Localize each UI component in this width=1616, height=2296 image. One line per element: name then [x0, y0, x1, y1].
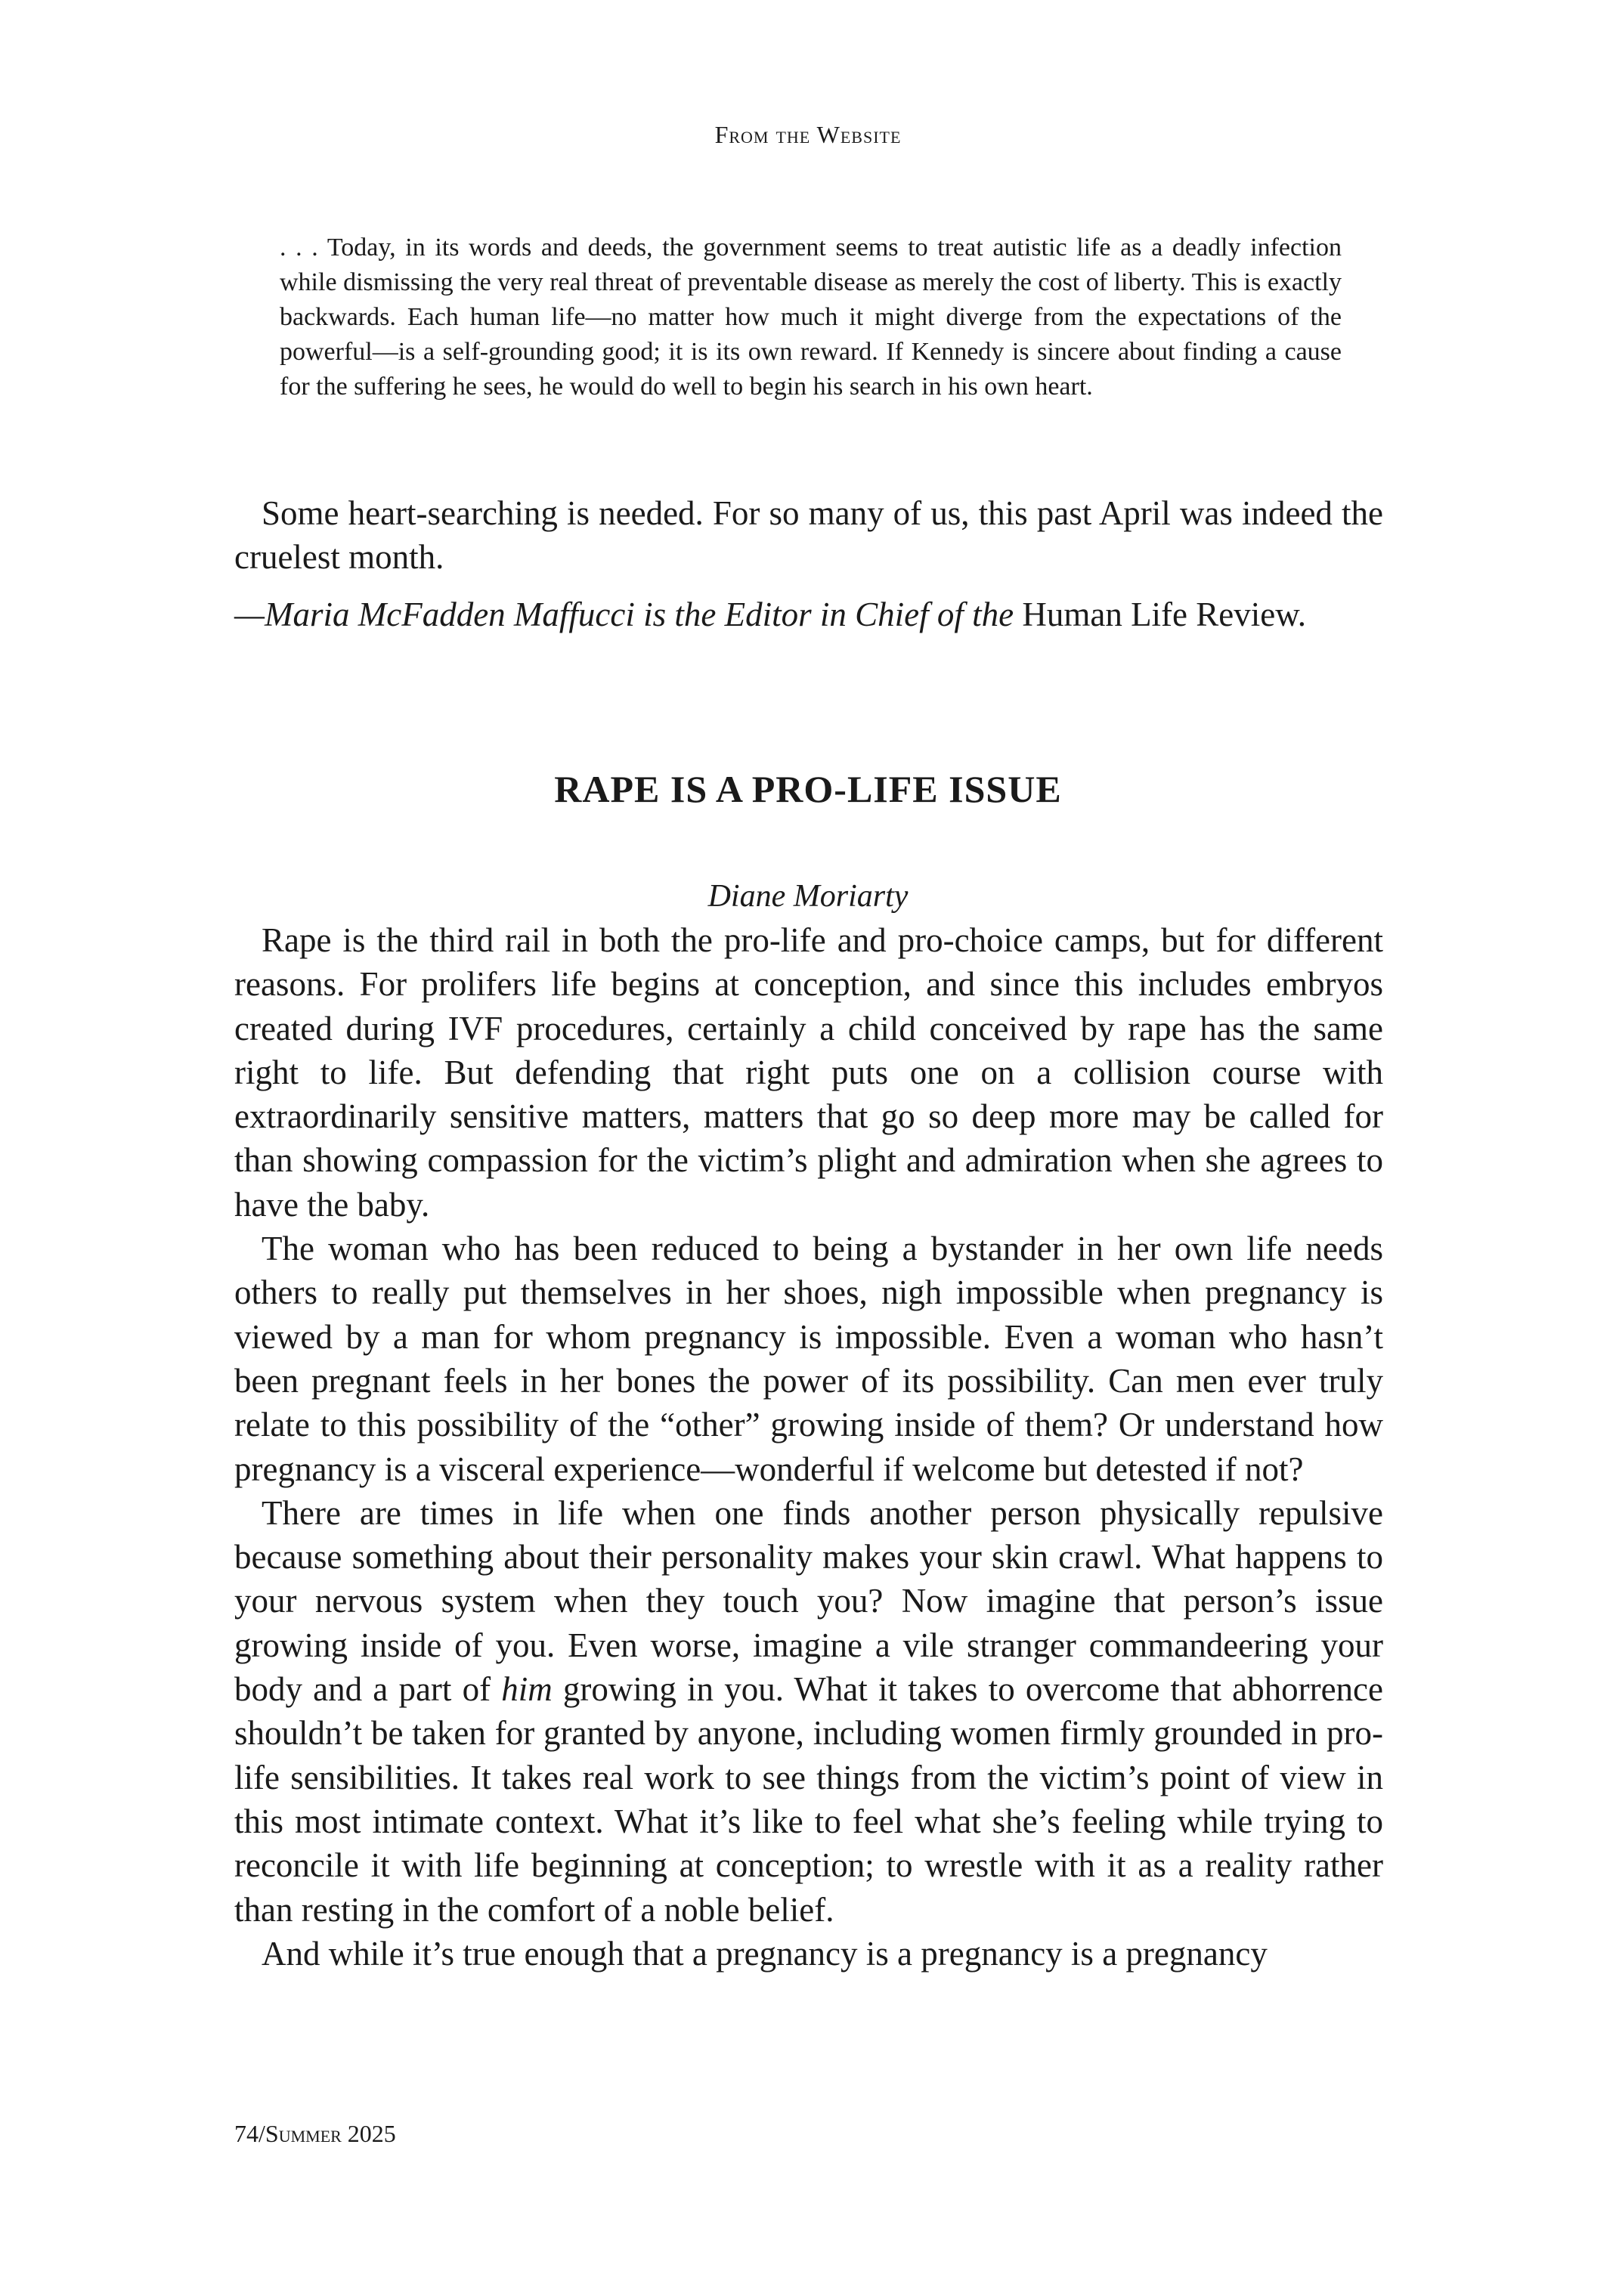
article-body	[234, 918, 1383, 1976]
article-author: Diane Moriarty	[707, 879, 909, 914]
article-paragraph-4: And while it’s true enough that a pregnancy is a pregnancy is a pregnancy	[262, 1934, 1268, 1973]
closing-section	[234, 491, 1383, 650]
article-title: RAPE IS A PRO-LIFE ISSUE	[554, 768, 1062, 810]
running-head: From the Website	[714, 121, 902, 148]
closing-paragraph: Some heart-searching is needed. For so many of us, this past April was indeed the cruelest month.	[234, 494, 1383, 576]
article-paragraph-3-a: There are times in life when one finds another person physically repulsive because something about their personality makes your skin crawl. What happens to your nervous system when they touch you? Now imagine that person’s issue growing inside of you. Even worse, imagine a vile stranger commandeering your body and a part of	[234, 1493, 1383, 1709]
editor-byline	[234, 593, 1383, 636]
block-quote: . . . Today, in its words and deeds, the government seems to treat autistic life as a deadly infection while dismissing the very real threat of preventable disease as merely the cost of liberty. This is exactly backwards. Each human life—no matter how much it might diverge from the expectations of the powerful—is a self-grounding good; it is its own reward. If Kennedy is sincere about finding a cause for the suffering he sees, he would do well to begin his search in his own heart.	[280, 234, 1342, 401]
article-paragraph-3	[234, 1491, 1383, 1932]
article-paragraph-3-b: growing in you. What it takes to overcome that abhorrence shouldn’t be taken for granted by anyone, including women firmly grounded in pro-life sensibilities. It takes real work to see things from the victim’s point of view in this most intimate context. What it’s like to feel what she’s feeling while trying to reconcile it with life beginning at conception; to wrestle with it as a reality rather than resting in the comfort of a noble belief.	[234, 1670, 1383, 1929]
article-paragraph-3-emphasis: him	[501, 1670, 553, 1709]
article-paragraph-1: Rape is the third rail in both the pro-life and pro-choice camps, but for different reasons. For prolifers life begins at conception, and since this includes embryos created during IVF procedures, certainly a child conceived by rape has the same right to life. But defending that right puts one on a collision course with extraordinarily sensitive matters, matters that go so deep more may be called for than showing compassion for the victim’s plight and admiration when she agrees to have the baby.	[234, 921, 1383, 1224]
folio: 74/Summer 2025	[234, 2120, 396, 2147]
article-paragraph-2: The woman who has been reduced to being a bystander in her own life needs others to really put themselves in her shoes, nigh impossible when pregnancy is viewed by a man for whom pregnancy is impossible. Even a woman who hasn’t been pregnant feels in her bones the power of its possibility. Can men ever truly relate to this possibility of the “other” growing inside of them? Or understand how pregnancy is a visceral experience—wonderful if welcome but detested if not?	[234, 1230, 1383, 1488]
editor-byline-italic: —Maria McFadden Maffucci is the Editor in Chief of the	[234, 596, 1014, 633]
editor-byline-journal: Human Life Review.	[1022, 596, 1307, 633]
